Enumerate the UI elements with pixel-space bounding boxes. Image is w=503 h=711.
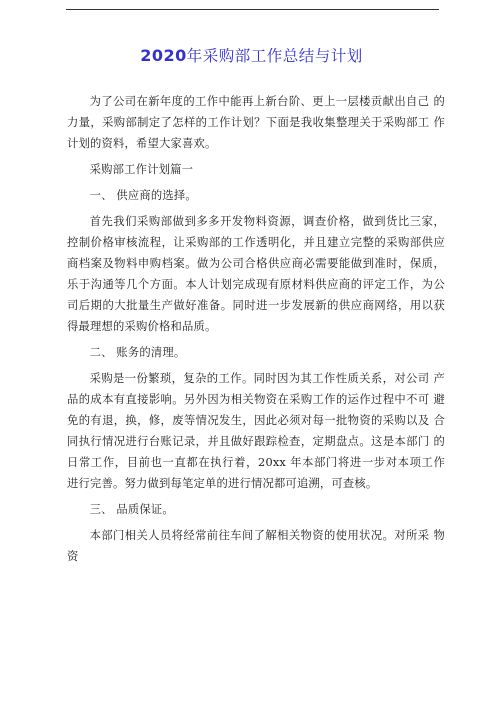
heading-account-cleanup: 二、 账务的清理。 (89, 346, 186, 359)
document-body (67, 91, 445, 567)
quality-assurance-paragraph: 本部门相关人员将经常前往车间了解相关物资的使用状况。对所采 物资 (67, 529, 445, 563)
section-heading-plan-one: 采购部工作计划篇一 (89, 163, 194, 176)
intro-paragraph: 为了公司在新年度的工作中能再上新台阶、更上一层楼贡献出自己 的力量，采购部制定了怎样的工作计划？下面是我收集整理关于采购部工 作计划的资料，希望大家喜欢。 (67, 95, 445, 150)
page-title (0, 46, 503, 66)
supplier-selection-paragraph: 首先我们采购部做到多多开发物料资源，调查价格，做到货比三家，控制价格审核流程，让采购部的工作透明化，并且建立完整的采购部供应 商档案及物料申购档案。做为公司合格供应商必需要能做到准时，保质， 乐于沟通等几个方面。本人计划完成现有原材料供应商的评定工作，为公 司后期的大批量生产做好准备。同时进一步发展新的供应商网络，用以获 得最理想的采购价格和品质。 (67, 215, 445, 333)
title-year: 2020 (140, 46, 187, 65)
heading-quality-assurance: 三、 品质保证。 (89, 503, 174, 516)
title-text: 年采购部工作总结与计划 (186, 47, 363, 65)
account-cleanup-paragraph: 采购是一份繁琐，复杂的工作。同时因为其工作性质关系，对公司 产品的成本有直接影响。另外因为相关物资在采购工作的运作过程中不可 避免的有退，换，修，废等情况发生，因此必须对每一批物资的采购以及 合同执行情况进行台账记录，并且做好跟踪检查，定期盘点。这是本部门 的日常工作，目前也一直都在执行着，20xx 年本部门将进一步对本项工作 进行完善。努力做到每笔定单的进行情况都可追溯，可查核。 (67, 372, 445, 490)
heading-supplier-selection: 一、 供应商的选择。 (89, 189, 197, 202)
header-rule (66, 9, 439, 10)
